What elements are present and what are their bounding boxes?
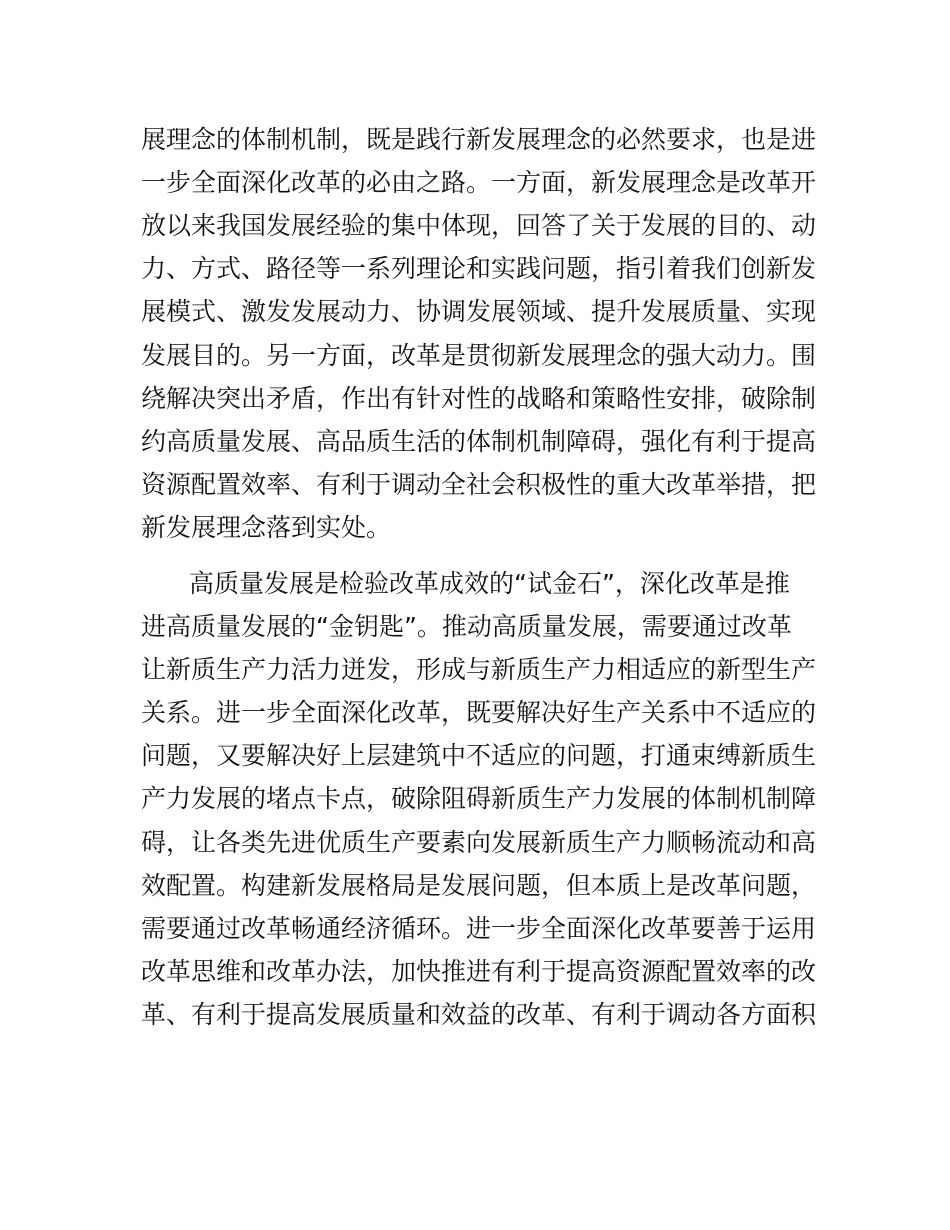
text-line: 力、方式、路径等一系列理论和实践问题，指引着我们创新发 — [141, 254, 817, 283]
text-line: 问题，又要解决好上层建筑中不适应的问题，打通束缚新质生 — [141, 741, 817, 770]
text-line: 资源配置效率、有利于调动全社会积极性的重大改革举措，把 — [141, 470, 817, 499]
text-line: 约高质量发展、高品质生活的体制机制障碍，强化有利于提高 — [141, 427, 817, 456]
text-line: 放以来我国发展经验的集中体现，回答了关于发展的目的、动 — [141, 211, 817, 240]
text-line: 展理念的体制机制，既是践行新发展理念的必然要求，也是进 — [141, 125, 817, 154]
text-line: 新发展理念落到实处。 — [141, 513, 392, 542]
text-line: 改革思维和改革办法，加快推进有利于提高资源配置效率的改 — [141, 957, 817, 986]
text-line: 展模式、激发发展动力、协调发展领域、提升发展质量、实现 — [141, 297, 817, 326]
text-line: 让新质生产力活力迸发，形成与新质生产力相适应的新型生产 — [141, 655, 817, 684]
text-line: 需要通过改革畅通经济循环。进一步全面深化改革要善于运用 — [141, 914, 817, 943]
text-line: 关系。进一步全面深化改革，既要解决好生产关系中不适应的 — [141, 698, 817, 727]
text-line: 进高质量发展的“金钥匙”。推动高质量发展，需要通过改革 — [141, 612, 792, 641]
text-line: 革、有利于提高发展质量和效益的改革、有利于调动各方面积 — [141, 1000, 817, 1029]
text-line: 发展目的。另一方面，改革是贯彻新发展理念的强大动力。围 — [141, 341, 817, 370]
text-line: 高质量发展是检验改革成效的“试金石”，深化改革是推 — [189, 569, 790, 598]
text-line: 绕解决突出矛盾，作出有针对性的战略和策略性安排，破除制 — [141, 384, 817, 413]
text-line: 一步全面深化改革的必由之路。一方面，新发展理念是改革开 — [141, 168, 817, 197]
text-line: 效配置。构建新发展格局是发展问题，但本质上是改革问题， — [141, 871, 817, 900]
text-line: 产力发展的堵点卡点，破除阻碍新质生产力发展的体制机制障 — [141, 784, 817, 813]
text-line: 碍，让各类先进优质生产要素向发展新质生产力顺畅流动和高 — [141, 828, 817, 857]
